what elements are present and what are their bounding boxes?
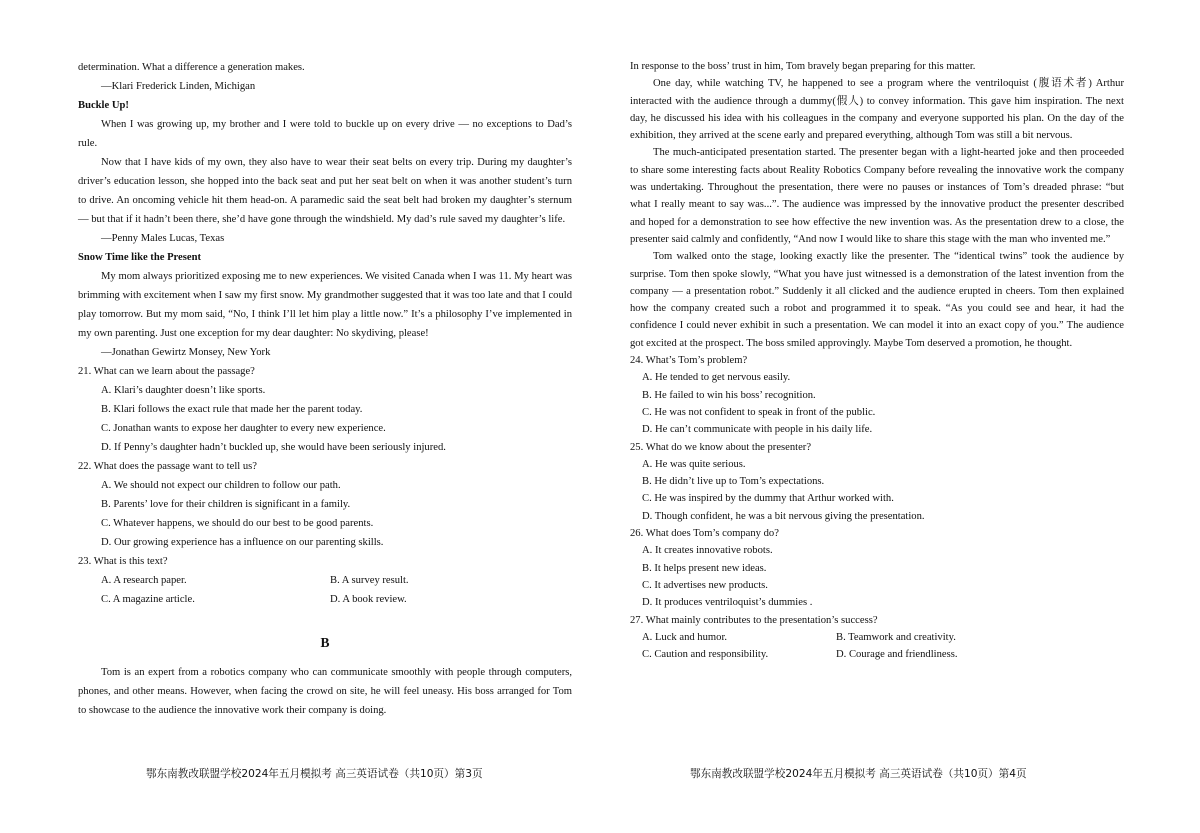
paragraph-r0: In response to the boss’ trust in him, Tom bravely began preparing for this matter. <box>630 61 976 72</box>
paragraph-r2: The much-anticipated presentation started. The presenter began with a light-hearted joke and then proceeded to share some interesting facts about Reality Robotics Company before revealing the innovative work the company was undertaking. Throughout the presentation, there were no pauses or instances of Tom’s dreaded phrase: “but what I really meant to say was...”. The audience was impressed by the innovative product the presenter described and hoped for a demonstration to see how effective the new invention was. As the presentation drew to a close, the presenter said calmly and confidently, “And now I would like to share this stage with the man who invented me.” <box>630 147 1124 245</box>
option-23b: B. A survey result. <box>330 575 409 586</box>
options-27-row1 <box>630 629 1124 646</box>
signature-jonathan: —Jonathan Gewirtz Monsey, New York <box>101 347 271 358</box>
option-26b: B. It helps present new ideas. <box>642 562 767 574</box>
option-24c: C. He was not confident to speak in front of the public. <box>642 406 876 418</box>
paragraph-r1: One day, while watching TV, he happened to see a program where the ventriloquist (腹语术者) Arthur interacted with the audience through a dummy(假人) to convey information. This gave him inspiration. The next day, he discussed his idea with his colleagues in the company and everyone supported his plan. On the day of the exhibition, they arrived at the scene early and prepared everything, although Tom was still a bit nervous. <box>630 78 1124 142</box>
option-21a: A. Klari’s daughter doesn’t like sports. <box>101 385 266 396</box>
option-22b: B. Parents’ love for their children is significant in a family. <box>101 499 351 510</box>
option-27a: A. Luck and humor. <box>642 631 728 643</box>
option-26c: C. It advertises new products. <box>642 579 768 591</box>
option-23d: D. A book review. <box>330 594 407 605</box>
options-27-row2 <box>630 646 1124 663</box>
option-27c: C. Caution and responsibility. <box>642 649 769 661</box>
option-26d: D. It produces ventriloquist’s dummies . <box>642 597 813 609</box>
intro-text: determination. What a difference a generation makes. <box>78 62 305 73</box>
option-22c: C. Whatever happens, we should do our best to be good parents. <box>101 518 374 529</box>
option-21d: D. If Penny’s daughter hadn’t buckled up, she would have been seriously injured. <box>101 442 446 453</box>
footer-page-3: 鄂东南教改联盟学校2024年五月模拟考 高三英语试卷（共10页）第3页 <box>146 768 483 780</box>
question-23: 23. What is this text? <box>78 556 168 567</box>
option-22d: D. Our growing experience has a influence on our parenting skills. <box>101 537 384 548</box>
question-21: 21. What can we learn about the passage? <box>78 366 255 377</box>
option-24d: D. He can’t communicate with people in his daily life. <box>642 424 873 436</box>
question-24: 24. What’s Tom’s problem? <box>630 355 748 367</box>
paragraph-buckle-1: When I was growing up, my brother and I were told to buckle up on every drive — no exceptions to Dad’s rule. <box>78 119 572 149</box>
heading-buckle-up: Buckle Up! <box>78 100 129 111</box>
option-27d: D. Courage and friendliness. <box>836 649 958 661</box>
option-22a: A. We should not expect our children to follow our path. <box>101 480 341 491</box>
option-21b: B. Klari follows the exact rule that made her the parent today. <box>101 404 363 415</box>
option-23c: C. A magazine article. <box>101 594 195 605</box>
question-25: 25. What do we know about the presenter? <box>630 441 812 453</box>
footer-page-4: 鄂东南教改联盟学校2024年五月模拟考 高三英语试卷（共10页）第4页 <box>690 768 1027 780</box>
signature-penny: —Penny Males Lucas, Texas <box>101 233 225 244</box>
option-25a: A. He was quite serious. <box>642 458 746 470</box>
paragraph-r3: Tom walked onto the stage, looking exactly like the presenter. The “identical twins” took the audience by surprise. Tom then spoke slowly, “What you have just witnessed is a demonstration of the latest invention from the company — a presentation robot.” Suddenly it all clicked and the audience erupted in cheers. Tom then explained how the company created such a robot and programmed it to speak. “As you could see and hear, it had the confidence I could never exhibit in such a presentation. We can model it into an exact copy of you.” The audience got excited at the prospect. The boss smiled approvingly. Maybe Tom deserved a promotion, he thought. <box>630 251 1124 349</box>
option-21c: C. Jonathan wants to expose her daughter to every new experience. <box>101 423 386 434</box>
option-26a: A. It creates innovative robots. <box>642 545 773 557</box>
paragraph-tom-intro: Tom is an expert from a robotics company who can communicate smoothly with people through computers, phones, and other means. However, when facing the crowd on site, he will feel uneasy. His boss arranged for Tom to showcase to the audience the innovative work their company is doing. <box>78 667 572 716</box>
option-24a: A. He tended to get nervous easily. <box>642 372 791 384</box>
left-page <box>78 58 572 720</box>
options-23-row1 <box>78 571 572 590</box>
option-25c: C. He was inspired by the dummy that Arthur worked with. <box>642 493 894 505</box>
question-26: 26. What does Tom’s company do? <box>630 528 779 540</box>
option-25b: B. He didn’t live up to Tom’s expectations. <box>642 476 825 488</box>
option-24b: B. He failed to win his boss’ recognition. <box>642 389 816 401</box>
option-25d: D. Though confident, he was a bit nervous giving the presentation. <box>642 510 925 522</box>
right-page <box>630 58 1124 663</box>
heading-snow-time: Snow Time like the Present <box>78 252 202 263</box>
option-23a: A. A research paper. <box>101 575 187 586</box>
section-b-heading: B <box>320 635 330 650</box>
question-27: 27. What mainly contributes to the presentation’s success? <box>630 614 878 626</box>
paragraph-buckle-2: Now that I have kids of my own, they also have to wear their seat belts on every trip. During my daughter’s driver’s education lesson, she hopped into the back seat and put her seat belt on when it was another student’s turn to drive. An oncoming vehicle hit them head-on. A paramedic said the seat belt had broken my daughter’s sternum — but that if it hadn’t been there, she’d have gone through the windshield. My dad’s rule saved my daughter’s life. <box>78 157 572 225</box>
paragraph-snow: My mom always prioritized exposing me to new experiences. We visited Canada when I was 11. My heart was brimming with excitement when I saw my first snow. My grandmother suggested that it was too late and that I could play tomorrow. But my mom said, “No, I think I’ll let him play a little now.” It’s a philosophy I’ve implemented in my own parenting. Just one exception for my dear daughter: No skydiving, please! <box>78 271 572 339</box>
question-22: 22. What does the passage want to tell us? <box>78 461 257 472</box>
option-27b: B. Teamwork and creativity. <box>836 631 956 643</box>
options-23-row2 <box>78 590 572 609</box>
signature-klari: —Klari Frederick Linden, Michigan <box>101 81 256 92</box>
